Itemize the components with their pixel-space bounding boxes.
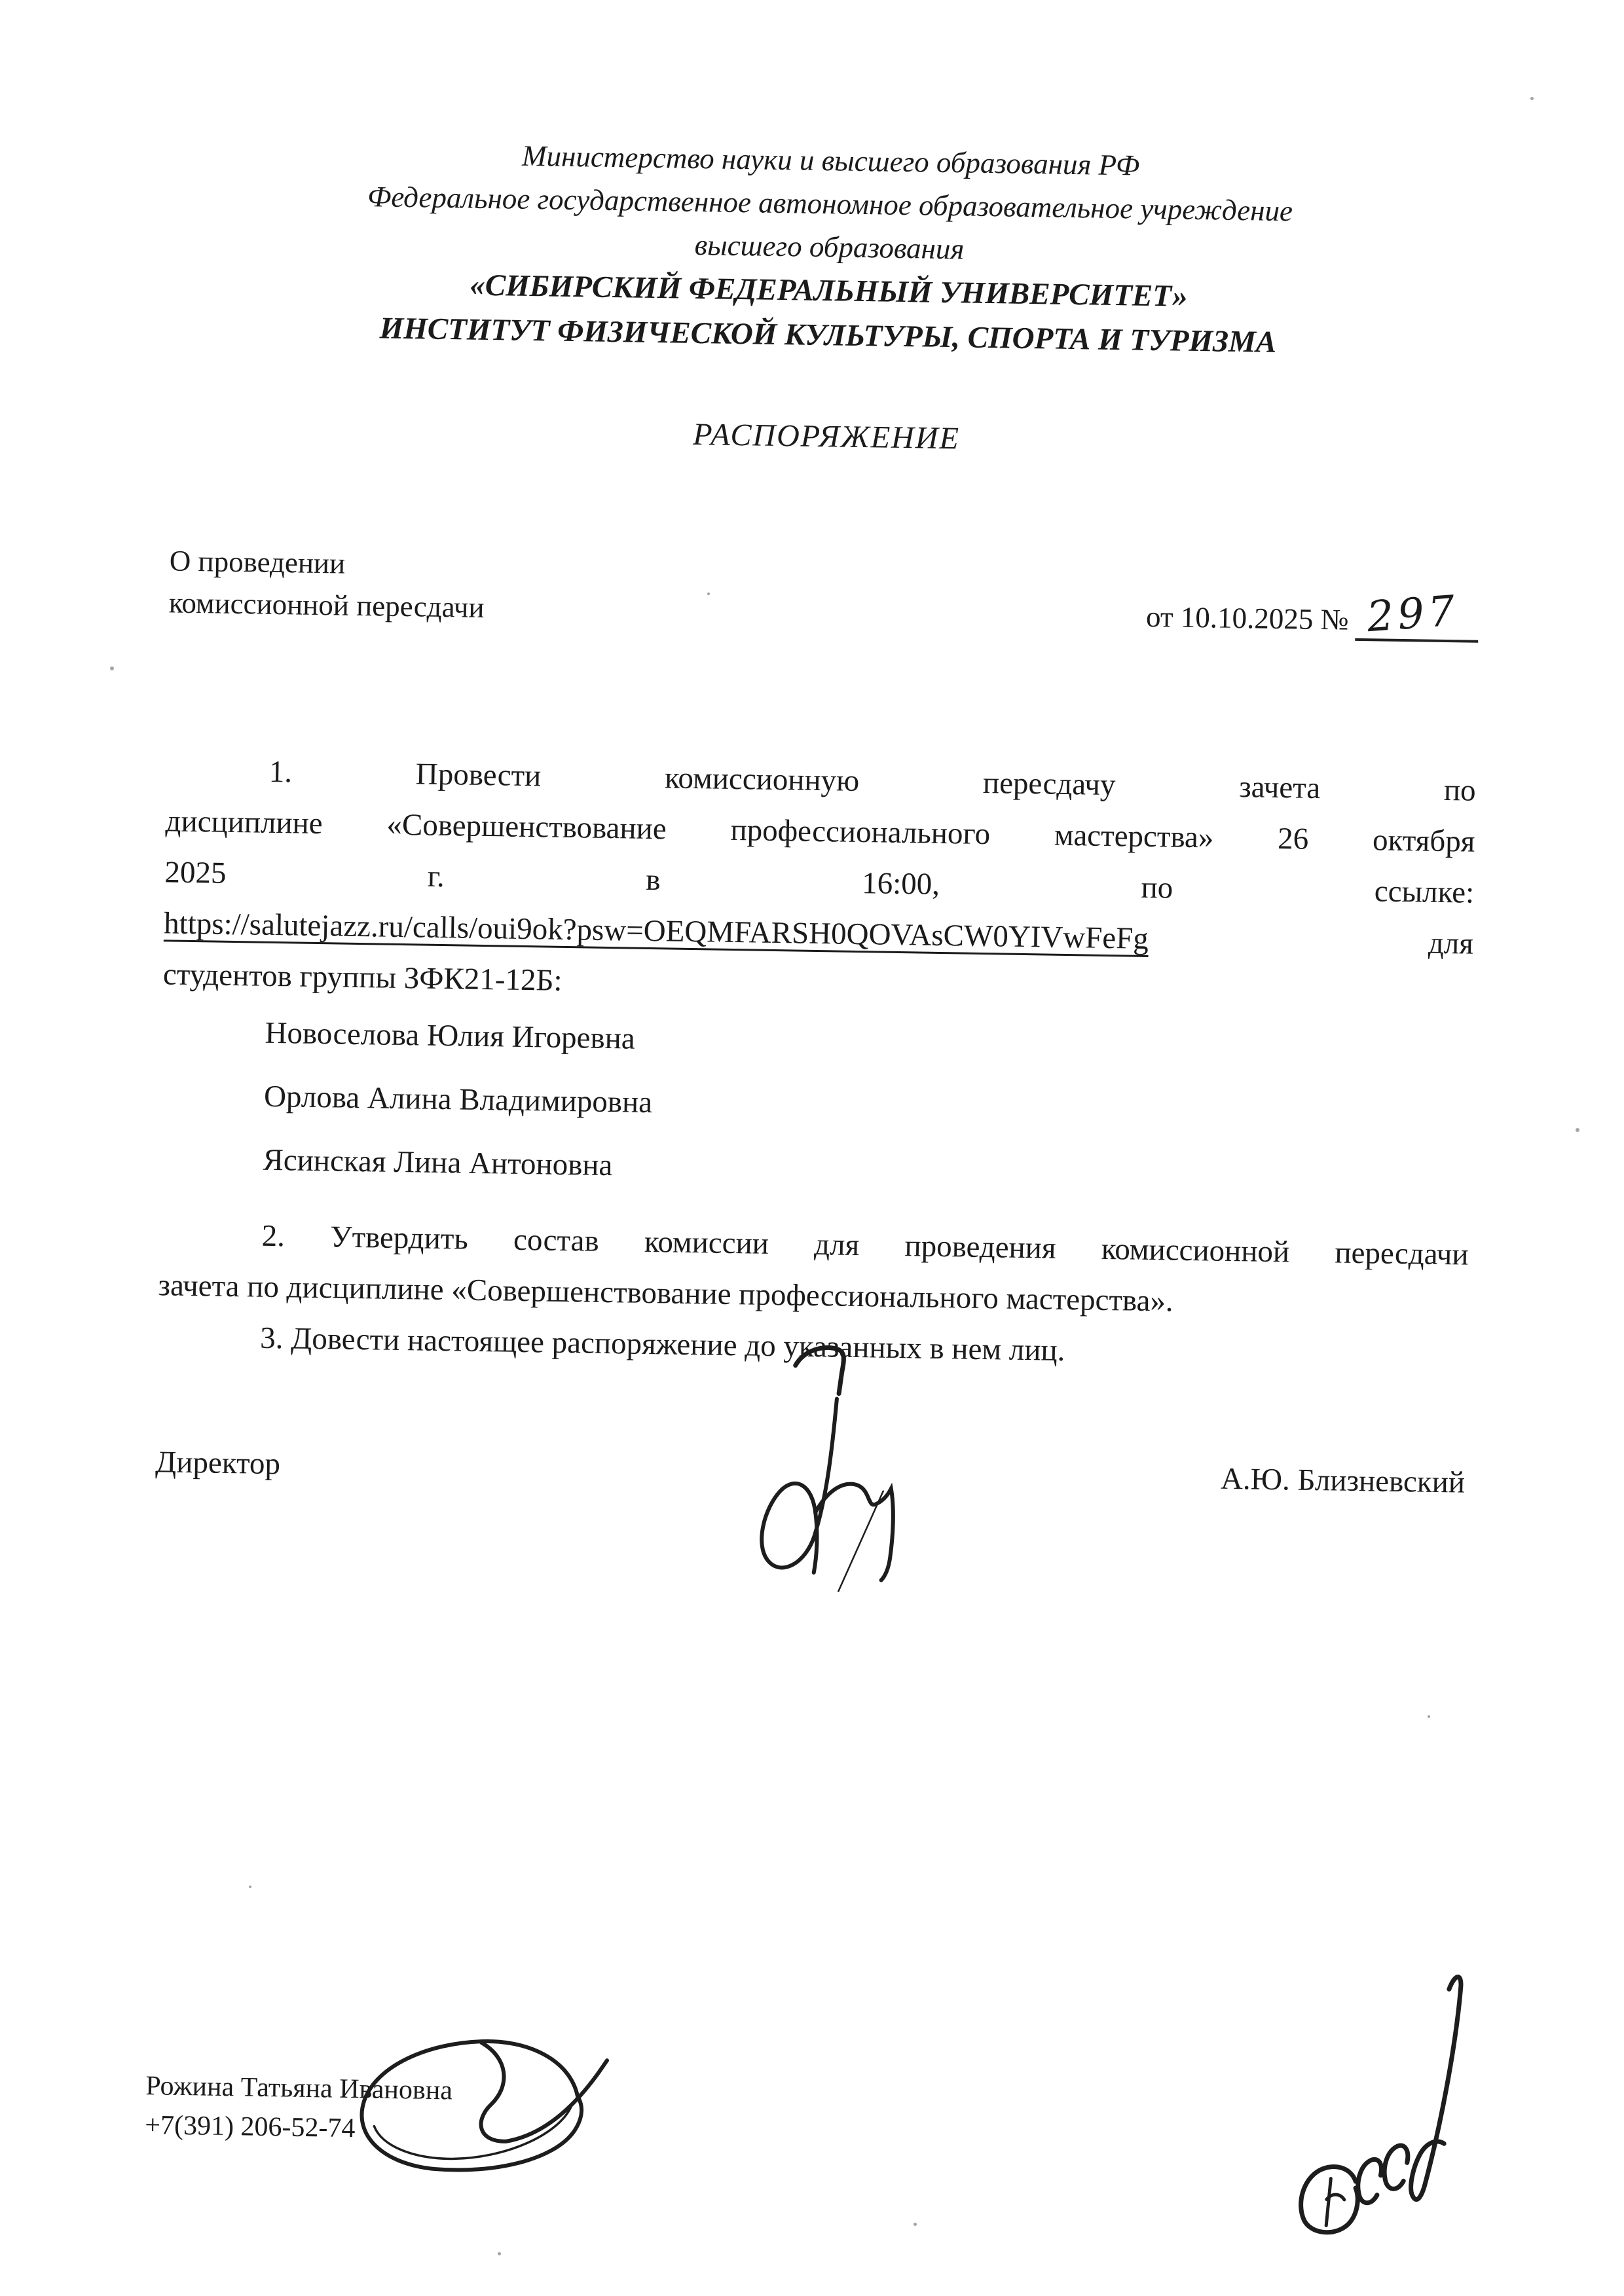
scan-speckle (913, 2223, 917, 2226)
p1-line-5: студентов группы ЗФК21-12Б: (162, 957, 563, 998)
p1-line-2: дисциплине «Совершенствование профессионального мастерства» 26 октября (165, 804, 1475, 859)
document-number-handwritten: 297 (1365, 587, 1460, 642)
student-name: Новоселова Юлия Игоревна (265, 1015, 636, 1056)
subject-line-1: О проведении (169, 544, 346, 580)
p3-line: 3. Довести настоящее распоряжение до указанных в нем лиц. (259, 1321, 1065, 1368)
ministry-line: Министерство науки и высшего образования РФ (521, 139, 1140, 182)
date-label: от 10.10.2025 № (1145, 600, 1349, 636)
meeting-link[interactable]: https://salutejazz.ru/calls/oui9ok?psw=OEQMFARSH0QOVAsCW0YIVwFeFg (163, 906, 1149, 956)
student-name: Ясинская Лина Антоновна (263, 1142, 613, 1183)
p1-line-4-suffix: для (1428, 926, 1474, 961)
scan-speckle (110, 666, 114, 670)
document-content (143, 0, 1488, 2296)
scan-speckle (1576, 1128, 1579, 1132)
signature-row (155, 1432, 1466, 1512)
contact-phone: +7(391) 206-52-74 (145, 2110, 356, 2144)
institution-line-1: Федеральное государственное автономное образовательное учреждение (367, 180, 1293, 228)
date-number-block (1145, 587, 1479, 644)
secondary-signature (1276, 1961, 1484, 2253)
institute-name: ИНСТИТУТ ФИЗИЧЕСКОЙ КУЛЬТУРЫ, СПОРТА И ТУРИЗМА (379, 311, 1277, 359)
signer-name: А.Ю. Близневский (1220, 1461, 1466, 1500)
university-name: «СИБИРСКИЙ ФЕДЕРАЛЬНЫЙ УНИВЕРСИТЕТ» (470, 268, 1189, 314)
number-underline (1355, 587, 1479, 643)
executor-contact-block (145, 2066, 452, 2149)
p2-line-1: 2. Утвердить состав комиссии для проведения комиссионной пересдачи (261, 1218, 1469, 1272)
position-title: Директор (155, 1445, 281, 1482)
scan-speckle (249, 1886, 251, 1888)
org-header (173, 0, 1488, 368)
subject-line-2: комиссионной пересдачи (168, 586, 485, 624)
p1-line-1: 1. Провести комиссионную пересдачу зачета по (268, 754, 1477, 808)
order-body (157, 744, 1477, 1382)
subject-date-row (168, 539, 1479, 644)
institution-line-2: высшего образования (694, 228, 965, 266)
contact-name: Рожина Татьяна Ивановна (145, 2071, 453, 2106)
p1-line-3: 2025 г. в 16:00, по ссылке: (164, 855, 1475, 910)
scan-speckle (707, 592, 710, 595)
scan-speckle (1530, 97, 1534, 100)
director-signature (703, 1336, 904, 1595)
student-list (160, 1000, 1472, 1211)
p2-line-2: зачета по дисциплине «Совершенствование профессионального мастерства». (158, 1268, 1174, 1319)
document-type-title: РАСПОРЯЖЕНИЕ (692, 416, 961, 456)
student-name: Орлова Алина Владимировна (263, 1079, 653, 1120)
subject-block (168, 539, 485, 629)
scan-speckle (1428, 1715, 1430, 1718)
scan-speckle (498, 2252, 501, 2255)
